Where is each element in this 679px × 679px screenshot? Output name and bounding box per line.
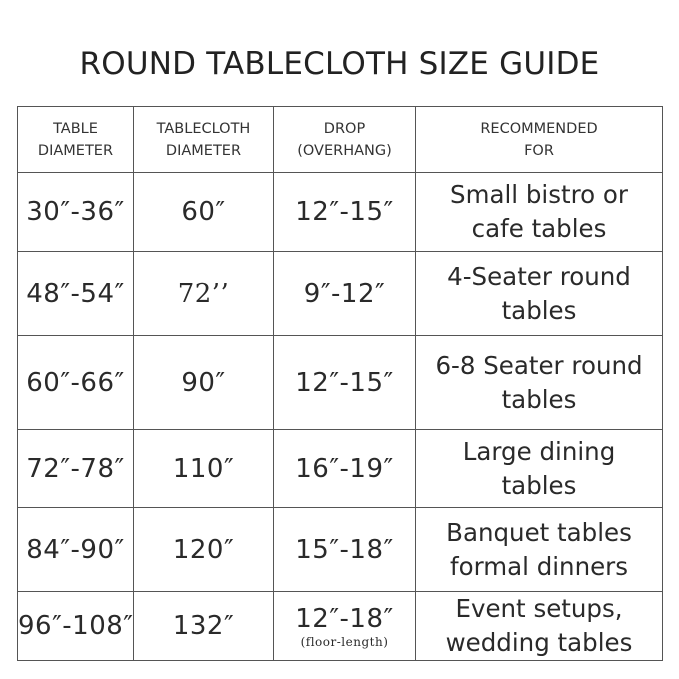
tablecloth-diameter-cell: 90″ xyxy=(134,336,274,430)
header-line: TABLECLOTH xyxy=(156,120,251,137)
recommended-line: wedding tables xyxy=(445,628,633,657)
drop-value: 15″-18″ xyxy=(295,534,394,565)
recommended-line: formal dinners xyxy=(449,551,629,581)
size-guide-table xyxy=(17,106,663,661)
tablecloth-diameter-cell: 132″ xyxy=(134,592,274,661)
recommended-line: Small bistro or xyxy=(450,180,628,209)
drop-value: 9″-12″ xyxy=(303,278,386,309)
table-row xyxy=(18,592,663,661)
header-line: DIAMETER xyxy=(165,142,242,159)
drop-value: 16″-19″ xyxy=(295,453,394,484)
header-tablecloth-diameter xyxy=(134,107,274,173)
header-row xyxy=(18,107,663,173)
recommended-line: Banquet tables xyxy=(446,517,632,547)
recommended-line: cafe tables xyxy=(471,214,607,243)
drop-value: 12″-15″ xyxy=(295,367,394,398)
tablecloth-diameter-cell: 120″ xyxy=(134,508,274,592)
recommended-cell xyxy=(416,336,663,430)
table-diameter-cell: 96″-108″ xyxy=(18,592,134,661)
table-row xyxy=(18,336,663,430)
recommended-line: tables xyxy=(501,295,577,325)
drop-cell xyxy=(274,173,416,252)
recommended-cell xyxy=(416,252,663,336)
recommended-line: 6-8 Seater round xyxy=(435,350,643,380)
header-line: RECOMMENDED xyxy=(480,120,598,137)
table-row xyxy=(18,430,663,508)
header-drop xyxy=(274,107,416,173)
drop-cell xyxy=(274,592,416,661)
table-diameter-cell: 84″-90″ xyxy=(18,508,134,592)
recommended-line: tables xyxy=(501,384,577,414)
recommended-cell xyxy=(416,592,663,661)
header-line: TABLE xyxy=(53,120,98,137)
table-row xyxy=(18,508,663,592)
header-line: (OVERHANG) xyxy=(297,142,392,159)
table-diameter-cell: 48″-54″ xyxy=(18,252,134,336)
header-line: DIAMETER xyxy=(37,142,114,159)
drop-cell xyxy=(274,252,416,336)
header-recommended-for xyxy=(416,107,663,173)
header-line: FOR xyxy=(524,142,554,159)
drop-cell xyxy=(274,430,416,508)
table-diameter-cell: 72″-78″ xyxy=(18,430,134,508)
drop-cell xyxy=(274,336,416,430)
table-row xyxy=(18,252,663,336)
tablecloth-diameter-cell: 72’’ xyxy=(134,252,274,336)
recommended-cell xyxy=(416,508,663,592)
drop-note: (floor-length) xyxy=(300,634,389,649)
table-row xyxy=(18,173,663,252)
recommended-line: Event setups, xyxy=(455,594,623,623)
recommended-cell xyxy=(416,173,663,252)
header-table-diameter xyxy=(18,107,134,173)
header-line: DROP xyxy=(323,120,366,137)
drop-cell xyxy=(274,508,416,592)
recommended-line: tables xyxy=(501,470,577,500)
table-diameter-cell: 60″-66″ xyxy=(18,336,134,430)
recommended-line: Large dining xyxy=(462,436,616,466)
recommended-line: 4-Seater round xyxy=(447,261,631,291)
recommended-cell xyxy=(416,430,663,508)
drop-value: 12″-15″ xyxy=(295,197,394,227)
table-diameter-cell: 30″-36″ xyxy=(18,173,134,252)
drop-value: 12″-18″ xyxy=(295,603,394,634)
tablecloth-diameter-cell: 110″ xyxy=(134,430,274,508)
page-title: ROUND TABLECLOTH SIZE GUIDE xyxy=(79,46,600,82)
tablecloth-diameter-cell: 60″ xyxy=(134,173,274,252)
